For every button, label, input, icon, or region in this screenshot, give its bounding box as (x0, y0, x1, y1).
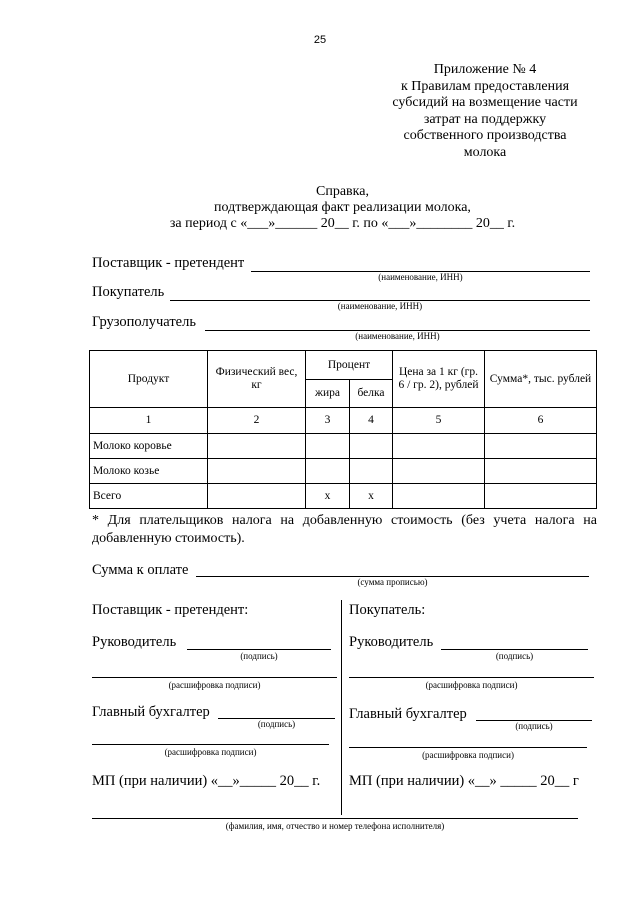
cell-protein[interactable] (350, 459, 393, 484)
right-stamp: МП (при наличии) «__» _____ 20__ г (349, 773, 579, 789)
supplier-label: Поставщик - претендент (92, 255, 245, 271)
cell-weight[interactable] (208, 484, 306, 509)
title-line-1: Справка, (316, 184, 369, 199)
col-num: 2 (208, 408, 306, 434)
buyer-label: Покупатель (92, 284, 165, 300)
right-head-label: Руководитель (349, 634, 434, 650)
executor-field[interactable] (92, 818, 578, 819)
payment-sub: (сумма прописью) (357, 577, 428, 587)
document-title (90, 184, 595, 233)
row-product: Молоко коровье (90, 434, 208, 459)
executor-sub: (фамилия, имя, отчество и номер телефона исполнителя) (225, 821, 445, 831)
cell-price[interactable] (393, 459, 485, 484)
col-num: 3 (306, 408, 350, 434)
col-num: 6 (485, 408, 597, 434)
left-head-sign-field[interactable] (187, 649, 331, 650)
cell-fat: х (306, 484, 350, 509)
left-acc-decode-sub: (расшифровка подписи) (164, 747, 257, 757)
appendix-line: к Правилам предоставления (400, 78, 570, 94)
header-price: Цена за 1 кг (гр. 6 / гр. 2), рублей (393, 351, 485, 408)
cell-sum[interactable] (485, 459, 597, 484)
title-line-3: за период с «___»______ 20__ г. по «___»________ 20__ г. (169, 216, 516, 232)
header-weight: Физический вес, кг (208, 351, 306, 408)
cell-fat[interactable] (306, 459, 350, 484)
cell-protein: х (350, 484, 393, 509)
footnote: * Для плательщиков налога на добавленную стоимость (без учета налога на добавленную стоимость). (92, 513, 597, 546)
table-row (90, 434, 597, 459)
payment-label: Сумма к оплате (92, 562, 189, 578)
buyer-sub: (наименование, ИНН) (337, 301, 423, 311)
col-num: 1 (90, 408, 208, 434)
appendix-line: затрат на поддержку (423, 111, 547, 127)
left-sign-sub: (подпись) (240, 651, 278, 661)
right-decode-sub: (расшифровка подписи) (425, 680, 518, 690)
consignee-label: Грузополучатель (92, 314, 196, 330)
left-acc-decode-field[interactable] (92, 744, 329, 745)
appendix-line: субсидий на возмещение части (392, 95, 578, 111)
col-num: 4 (350, 408, 393, 434)
header-product: Продукт (90, 351, 208, 408)
appendix-block (380, 62, 590, 162)
right-heading: Покупатель: (349, 602, 426, 618)
table-row (90, 484, 597, 509)
cell-sum[interactable] (485, 434, 597, 459)
consignee-sub: (наименование, ИНН) (355, 331, 440, 341)
header-sum: Сумма*, тыс. рублей (485, 351, 597, 408)
left-decode-sub: (расшифровка подписи) (168, 680, 261, 690)
cell-protein[interactable] (350, 434, 393, 459)
header-fat: жира (306, 380, 350, 408)
left-decode-field[interactable] (92, 677, 337, 678)
col-num: 5 (393, 408, 485, 434)
appendix-line: Приложение № 4 (433, 62, 537, 77)
right-sign-sub: (подпись) (495, 651, 534, 661)
supplier-sub: (наименование, ИНН) (378, 272, 463, 282)
column-divider (341, 600, 342, 815)
title-line-2: подтверждающая факт реализации молока, (214, 200, 471, 216)
right-acc-label: Главный бухгалтер (349, 706, 467, 722)
milk-table (89, 350, 597, 509)
left-head-label: Руководитель (92, 634, 177, 650)
cell-price[interactable] (393, 484, 485, 509)
right-acc-sign-sub: (подпись) (515, 721, 553, 731)
header-percent: Процент (306, 351, 393, 380)
left-stamp: МП (при наличии) «__»_____ 20__ г. (92, 773, 321, 789)
table-row (90, 459, 597, 484)
right-head-sign-field[interactable] (441, 649, 588, 650)
page-number: 25 (313, 34, 327, 46)
left-acc-label: Главный бухгалтер (92, 704, 210, 720)
appendix-line: молока (463, 144, 507, 160)
left-acc-sign-sub: (подпись) (257, 719, 296, 729)
cell-weight[interactable] (208, 434, 306, 459)
header-protein: белка (350, 380, 393, 408)
row-product: Молоко козье (90, 459, 208, 484)
appendix-line: собственного производства (403, 128, 567, 144)
right-acc-decode-field[interactable] (349, 747, 587, 748)
left-heading: Поставщик - претендент: (92, 602, 249, 618)
right-decode-field[interactable] (349, 677, 594, 678)
cell-weight[interactable] (208, 459, 306, 484)
cell-sum[interactable] (485, 484, 597, 509)
cell-fat[interactable] (306, 434, 350, 459)
cell-price[interactable] (393, 434, 485, 459)
row-product: Всего (90, 484, 208, 509)
right-acc-decode-sub: (расшифровка подписи) (422, 750, 514, 760)
